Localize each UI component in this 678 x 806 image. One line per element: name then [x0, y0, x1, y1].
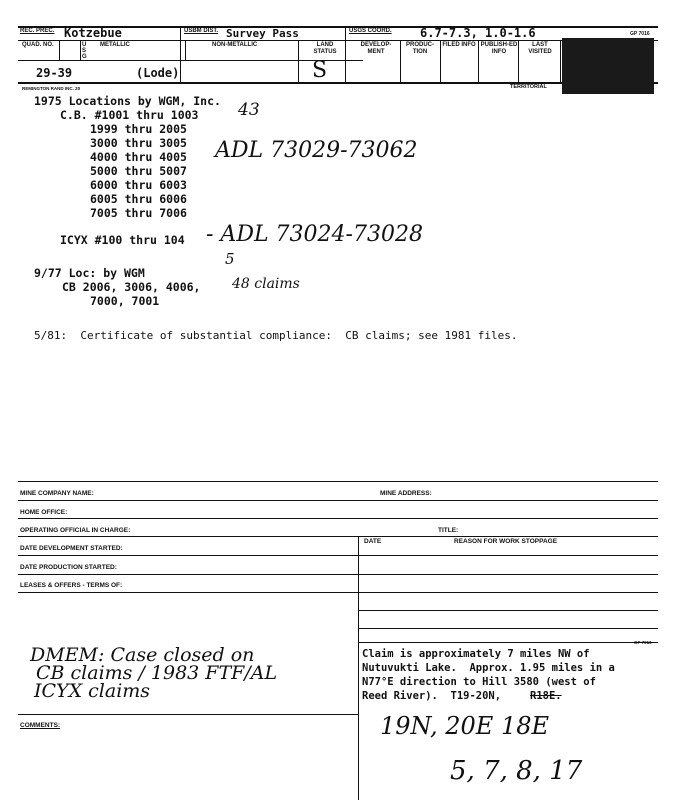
cb-1977-line: CB 2006, 3006, 4006,: [62, 280, 201, 294]
land-status-value: S: [312, 58, 328, 83]
lower-right-rule: [358, 628, 658, 629]
cb-line-3: 3000 thru 3005: [90, 136, 187, 150]
col-divider: [180, 26, 181, 82]
nonmetallic-label: NON-METALLIC: [212, 42, 258, 48]
lower-rule: [18, 500, 658, 501]
leases-label: LEASES & OFFERS - TERMS OF:: [20, 582, 123, 589]
hand-5: 5: [225, 250, 235, 268]
certificate-line: 5/81: Certificate of substantial compliance: CB claims; see 1981 files.: [34, 329, 518, 342]
lower-right-rule: [358, 610, 658, 611]
reason-label: REASON FOR WORK STOPPAGE: [454, 538, 558, 545]
col-divider: [185, 40, 186, 60]
production-label: PRODUC-TION: [406, 42, 434, 55]
col-divider: [59, 40, 60, 60]
cb-line-5: 5000 thru 5007: [90, 164, 187, 178]
col-divider: [440, 40, 441, 82]
filed-info-label: FILED INFO: [442, 42, 476, 48]
col-divider: [80, 40, 81, 60]
lower-rule: [18, 555, 358, 556]
hand-48-claims: 48 claims: [232, 276, 300, 292]
icyx-line: ICYX #100 thru 104: [60, 233, 185, 247]
date-development-label: DATE DEVELOPMENT STARTED:: [20, 545, 123, 552]
location-text-2: Nutuvukti Lake. Approx. 1.95 miles in a: [362, 662, 615, 674]
cb-1977-line-2: 7000, 7001: [90, 294, 160, 308]
location-heading: 1975 Locations by WGM, Inc.: [34, 94, 221, 108]
loc-1977-line: 9/77 Loc: by WGM: [34, 266, 145, 280]
lower-rule-top: [18, 481, 658, 482]
published-info-label: PUBLISH-ED INFO: [480, 42, 518, 55]
title-label: TITLE:: [438, 527, 459, 534]
usg-mark: U S G: [82, 42, 87, 60]
lower-rule: [18, 574, 358, 575]
hand-adl-2: - ADL 73024-73028: [206, 222, 423, 247]
location-text-4: Reed River). T19-20N,: [362, 690, 502, 702]
hand-adl-1: ADL 73029-73062: [215, 138, 418, 163]
printer-label: REMINGTON RAND INC. 20: [22, 86, 81, 91]
lower-rule: [18, 592, 358, 593]
hand-dmem-2: CB claims / 1983 FTF/AL: [36, 662, 278, 684]
cb-line-6: 6000 thru 6003: [90, 178, 187, 192]
hand-43: 43: [238, 100, 260, 120]
redacted-block: [562, 38, 654, 94]
development-label: DEVELOP-MENT: [360, 42, 392, 55]
lower-center-divider: [358, 536, 359, 800]
location-text-1: Claim is approximately 7 miles NW of: [362, 648, 590, 660]
col-divider: [518, 40, 519, 82]
operating-official-label: OPERATING OFFICIAL IN CHARGE:: [20, 527, 131, 534]
hand-dmem-3: ICYX claims: [34, 680, 151, 702]
cb-line-2: 1999 thru 2005: [90, 122, 187, 136]
cb-line-8: 7005 thru 7006: [90, 206, 187, 220]
rec-prec-label: REC. PREC.: [20, 28, 55, 34]
form-number: GP 7016: [630, 31, 650, 37]
land-status-label: LAND STATUS: [313, 42, 337, 55]
lower-right-rule: [358, 555, 658, 556]
usgs-coord-label: USGS COORD.: [349, 28, 392, 34]
comments-rule: [18, 714, 358, 715]
metallic-label: METALLIC: [100, 42, 130, 48]
lower-right-rule: [358, 642, 658, 643]
cb-line-4: 4000 thru 4005: [90, 150, 187, 164]
lower-rule: [18, 536, 658, 537]
hand-dmem-1: DMEM: Case closed on: [30, 644, 255, 666]
territory-label: TERRITORIAL: [510, 84, 547, 90]
last-visited-label: LAST VISITED: [528, 42, 552, 55]
lower-right-rule: [358, 574, 658, 575]
hand-sections: 5, 7, 8, 17: [450, 756, 583, 786]
cb-line-7: 6005 thru 6006: [90, 192, 187, 206]
col-divider: [345, 26, 346, 82]
col-divider: [298, 40, 299, 82]
mine-address-label: MINE ADDRESS:: [380, 490, 432, 497]
usgs-coord-value: 6.7-7.3, 1.0-1.6: [420, 26, 536, 40]
col-divider: [400, 40, 401, 82]
quad-serial-value: 29-39: [36, 66, 73, 80]
col-divider: [560, 40, 561, 82]
location-text-3: N77°E direction to Hill 3580 (west of: [362, 676, 596, 688]
usbm-dist-label: USBM DIST.: [184, 28, 219, 34]
mine-company-label: MINE COMPANY NAME:: [20, 490, 94, 497]
date-production-label: DATE PRODUCTION STARTED:: [20, 564, 117, 571]
lower-right-rule: [358, 592, 658, 593]
home-office-label: HOME OFFICE:: [20, 509, 68, 516]
lode-value: (Lode): [136, 66, 180, 80]
comments-label: COMMENTS:: [20, 722, 61, 729]
hand-township: 19N, 20E 18E: [380, 712, 550, 740]
location-text-4b: R18E.: [530, 690, 562, 702]
quad-label: QUAD. NO.: [22, 42, 54, 48]
rec-prec-value: Kotzebue: [64, 26, 122, 40]
usbm-dist-value: Survey Pass: [226, 27, 299, 40]
lower-rule: [18, 518, 658, 519]
cb-line-1: C.B. #1001 thru 1003: [60, 108, 199, 122]
col-divider: [478, 40, 479, 82]
form-number-lower: GP 7016: [634, 640, 652, 645]
date-label: DATE: [364, 538, 382, 545]
